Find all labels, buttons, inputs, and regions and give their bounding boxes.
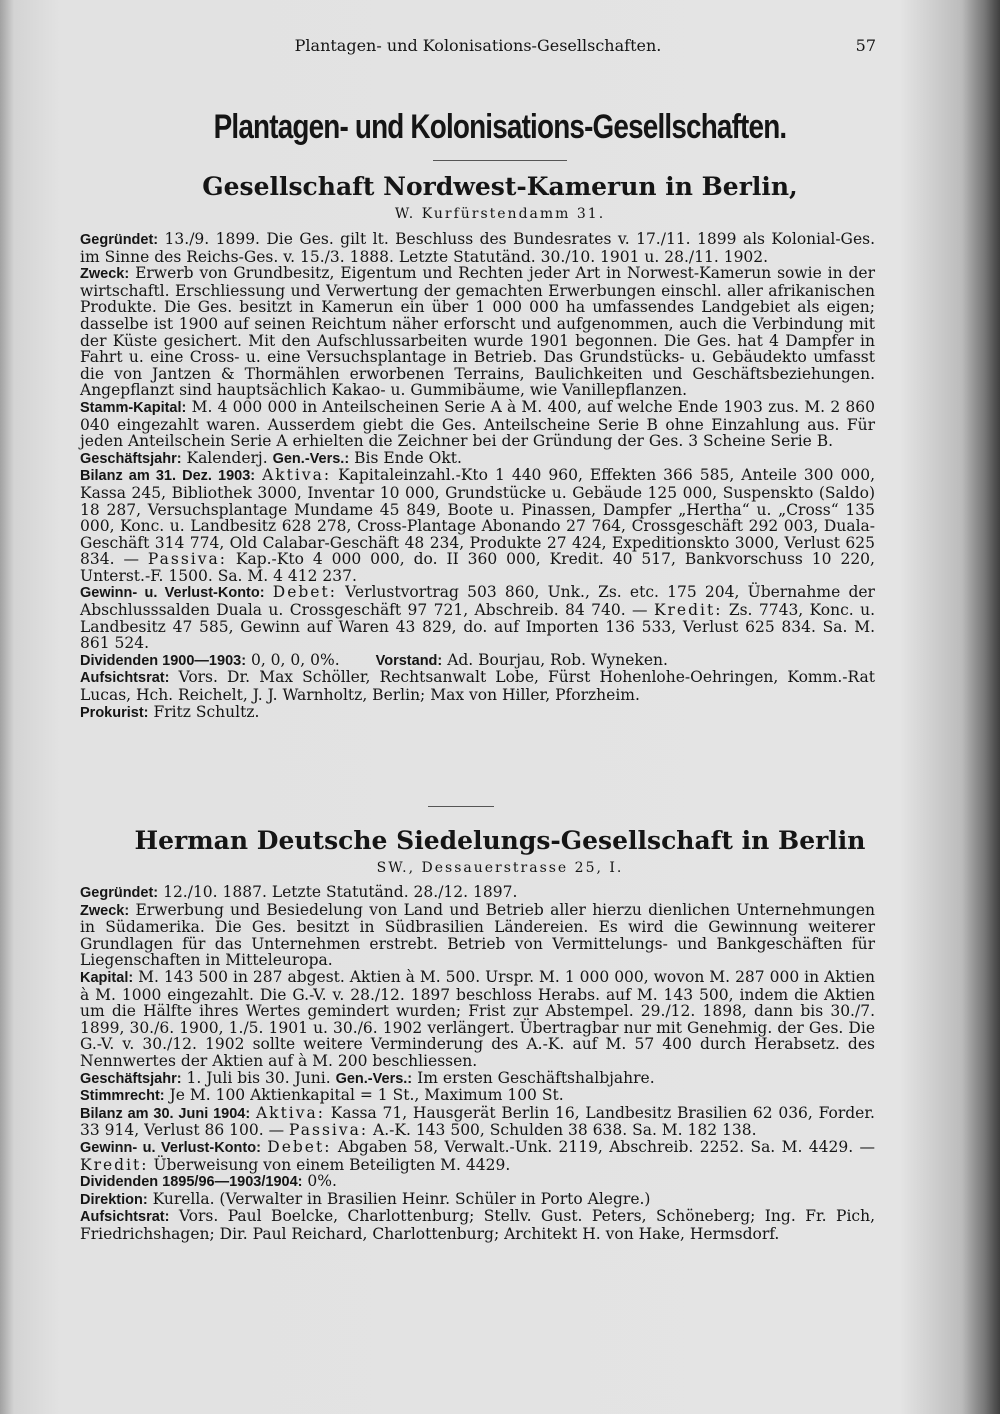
- c2-bilanz-aktiva: Kassa 71, Hausgerät Berlin 16, Landbesitz Brasilien 62 036, Forder. 33 914, Verlust 86 100. —: [80, 1103, 875, 1140]
- c2-dir-text: Kurella. (Verwalter in Brasilien Heinr. Schüler in Porto Alegre.): [152, 1189, 651, 1208]
- c2-zweck-text: Erwerbung und Besiedelung von Land und Betrieb aller hierzu dienlichen Unternehmungen in Südamerika. Die Ges. besitzt in Südbrasilien Ländereien. Es wird die Gewinnung weiterer Grundlagen für das Unternehmen erstrebt. Betrieb von Vermittelungs- und Bankgeschäften für Liegenschaften in Mitteleuropa.: [80, 900, 875, 970]
- c1-bilanz: [80, 467, 875, 584]
- c2-gv-text: Im ersten Geschäftshalbjahre.: [417, 1068, 655, 1087]
- c2-gegruendet-label: Gegründet:: [80, 885, 159, 901]
- c1-ar-label: Aufsichtsrat:: [80, 670, 170, 687]
- section-rule: [428, 806, 494, 807]
- c1-gv-label: Gen.-Vers.:: [272, 450, 350, 467]
- c1-vorstand-label: Vorstand:: [375, 652, 443, 669]
- c1-div-text: 0, 0, 0, 0%.: [250, 650, 340, 669]
- c1-prokurist: [80, 704, 875, 722]
- c2-bilanz-passiva: A.-K. 143 500, Schulden 38 638. Sa. M. 182 138.: [373, 1121, 757, 1140]
- c2-direktion: [80, 1191, 875, 1209]
- c1-gegruendet: [80, 231, 875, 265]
- c1-bilanz-passiva: Kap.-Kto 4 000 000, do. II 360 000, Kredit. 40 517, Bankvorschuss 10 220, Unterst.-F. 1500. Sa. M. 4 412 237.: [80, 550, 875, 585]
- c2-gegruendet: [80, 884, 875, 902]
- c2-kapital-text: M. 143 500 in 287 abgest. Aktien à M. 500. Urspr. M. 1 000 000, wovon M. 287 000 in Aktien à M. 1000 eingezahlt. Die G.-V. v. 28./12. 1897 beschloss Herabs. auf M. 143 500, indem die Aktien um die Hälfte ihres Wertes gemindert wurden; Frist zur Abstempel. 29./12. 1898, dann bis 30./7. 1899, 30./6. 1900, 1./5. 1901 u. 30./6. 1902 verlängert. Übertragbar nur mit Genehmig. der Ges. Die G.-V. v. 30./12. 1902 sollte weitere Verminderung des A.-K. auf M. 57 400 durch Herabsetz. des Nennwertes der Aktien auf à M. 200 beschliessen.: [80, 967, 875, 1070]
- c2-kapital-label: Kapital:: [80, 969, 134, 986]
- c2-gj-label: Geschäftsjahr:: [80, 1070, 182, 1087]
- running-title: Plantagen- und Kolonisations-Gesellschaften.: [294, 36, 662, 55]
- c2-bilanz: [80, 1105, 875, 1139]
- c2-ar-label: Aufsichtsrat:: [80, 1209, 170, 1226]
- c2-zweck-label: Zweck:: [80, 902, 130, 919]
- c2-kredit-label: Kredit:: [80, 1155, 149, 1174]
- c1-kapital-label: Stamm-Kapital:: [80, 399, 187, 416]
- c2-aufsichtsrat: [80, 1208, 875, 1242]
- title-rule: [433, 160, 567, 161]
- c2-ar-text: Vors. Paul Boelcke, Charlottenburg; Stellv. Gust. Peters, Schöneberg; Ing. Fr. Pich, Friedrichshagen; Dir. Paul Reichard, Charlottenburg; Architekt H. von Hake, Hermsdorf.: [80, 1207, 875, 1243]
- c1-guv: [80, 584, 875, 651]
- c2-stimm-text: Je M. 100 Aktienkapital = 1 St., Maximum 100 St.: [169, 1086, 564, 1105]
- c1-vorstand-text: Ad. Bourjau, Rob. Wyneken.: [447, 650, 668, 669]
- c1-aktiva-label: Aktiva:: [262, 466, 332, 485]
- c1-ar-text: Vors. Dr. Max Schöller, Rechtsanwalt Lobe, Fürst Hohenlohe-Oehringen, Komm.-Rat Lucas, Hch. Reichelt, J. J. Warnholtz, Berlin; Max von Hiller, Pforzheim.: [80, 668, 875, 705]
- c1-guv-label: Gewinn- u. Verlust-Konto:: [80, 585, 265, 602]
- c2-guv-kredit: Überweisung von einem Beteiligten M. 4429.: [153, 1155, 511, 1174]
- c2-dividenden: [80, 1173, 875, 1191]
- company2-address: SW., Dessauerstrasse 25, I.: [376, 860, 624, 876]
- c1-zweck: [80, 265, 875, 399]
- c2-guv-debet: Abgaben 58, Verwalt.-Unk. 2119, Abschreib. 2252. Sa. M. 4429. —: [337, 1137, 875, 1156]
- company1-name: Gesellschaft Nordwest-Kamerun in Berlin,: [202, 172, 798, 201]
- c1-kredit-label: Kredit:: [653, 601, 723, 620]
- c2-kapital: [80, 969, 875, 1070]
- c1-dividenden: [80, 652, 875, 670]
- c1-gegruendet-text: 13./9. 1899. Die Ges. gilt lt. Beschluss des Bundesrates v. 17./11. 1899 als Kolonial-Ges. im Sinne des Reichs-Ges. v. 15./3. 1888. Letzte Statutänd. 30./10. 1901 u. 28./11. 1902.: [80, 230, 875, 266]
- company2-entry: [80, 884, 875, 1242]
- main-title: Plantagen- und Kolonisations-Gesellschaften.: [213, 108, 787, 146]
- c1-gegruendet-label: Gegründet:: [80, 232, 159, 248]
- c2-gv-label: Gen.-Vers.:: [335, 1070, 413, 1087]
- c2-bilanz-label: Bilanz am 30. Juni 1904:: [80, 1105, 251, 1122]
- c2-div-label: Dividenden 1895/96—1903/1904:: [80, 1174, 303, 1191]
- c1-prok-text: Fritz Schultz.: [153, 702, 260, 721]
- company2-name: Herman Deutsche Siedelungs-Gesellschaft in Berlin: [134, 826, 866, 855]
- c2-dir-label: Direktion:: [80, 1191, 148, 1208]
- c2-passiva-label: Passiva:: [289, 1121, 369, 1140]
- c2-debet-label: Debet:: [267, 1137, 332, 1156]
- company1-address: W. Kurfürstendamm 31.: [394, 206, 606, 222]
- c2-zweck: [80, 902, 875, 969]
- c1-aufsichtsrat: [80, 669, 875, 703]
- c2-stimm-label: Stimmrecht:: [80, 1088, 165, 1105]
- c1-guv-debet: Verlustvortrag 503 860, Unk., Zs. etc. 175 204, Übernahme der Abschlusssalden Duala u. Crossgeschäft 97 721, Abschreib. 84 740. —: [80, 583, 875, 620]
- c2-guv: [80, 1139, 875, 1173]
- c1-kapital: [80, 399, 875, 450]
- c1-gj-text: Kalenderj.: [186, 448, 268, 467]
- c1-gj-label: Geschäftsjahr:: [80, 450, 182, 467]
- c1-bilanz-label: Bilanz am 31. Dez. 1903:: [80, 468, 256, 485]
- c2-geschaeftsjahr: [80, 1070, 875, 1088]
- c2-gegruendet-text: 12./10. 1887. Letzte Statutänd. 28./12. 1897.: [163, 883, 518, 901]
- c1-kapital-text: M. 4 000 000 in Anteilscheinen Serie A à M. 400, auf welche Ende 1903 zus. M. 2 860 040 eingezahlt waren. Ausserdem giebt die Ges. Anteilscheine Serie B ohne Einzahlung aus. Für jeden Anteilschein Serie A erhielten die Zeichner bei der Gründung der Ges. 3 Scheine Serie B.: [80, 397, 875, 451]
- c2-div-text: 0%.: [307, 1172, 337, 1191]
- c1-guv-kredit: Zs. 7743, Konc. u. Landbesitz 47 585, Gewinn auf Waren 43 829, do. auf Importen 136 533, Verlust 625 834. Sa. M. 861 524.: [80, 601, 875, 653]
- c1-zweck-text: Erwerb von Grundbesitz, Eigentum und Rechten jeder Art in Norwest-Kamerun sowie in der wirtschaftl. Erschliessung und Verwertung der gemachten Erwerbungen einschl. aller afrikanischen Produkte. Die Ges. besitzt in Kamerun ein über 1 000 000 ha umfassendes Landgebiet als eigen; dasselbe ist 1900 auf seinen Reichtum näher erforscht und aufgenommen, auch die Verbindung mit der Küste gesichert. Mit den Aufschlussarbeiten wurde 1901 begonnen. Die Ges. hat 4 Dampfer in Fahrt u. eine Cross- u. eine Versuchsplantage in Betrieb. Das Grundstücks- u. Gebäudekto umfasst die von Jantzen & Thormählen erworbenen Terrains, Baulichkeiten und Geschäftsbeziehungen. Angepflanzt sind hauptsächlich Kakao- u. Gummibäume, wie Vanillepflanzen.: [80, 264, 875, 400]
- c2-stimmrecht: [80, 1087, 875, 1105]
- c1-prok-label: Prokurist:: [80, 704, 149, 721]
- c2-aktiva-label: Aktiva:: [255, 1103, 325, 1122]
- c1-bilanz-aktiva: Kapitaleinzahl.-Kto 1 440 960, Effekten 366 585, Anteile 300 000, Kassa 245, Bibliothek 3000, Inventar 10 000, Grundstücke u. Gebäude 125 000, Suspenskto (Saldo) 18 287, Versuchsplantage Mundame 45 849, Boote u. Pinassen, Dampfer „Hertha“ u. „Cross“ 135 000, Konc. u. Landbesitz 628 278, Cross-Plantage Abonando 27 764, Crossgeschäft 292 003, Duala-Geschäft 314 774, Old Calabar-Geschäft 48 234, Produkte 27 424, Expeditionskto 3000, Verlust 625 834. —: [80, 466, 876, 569]
- c2-gj-text: 1. Juli bis 30. Juni.: [186, 1068, 331, 1087]
- c1-gv-text: Bis Ende Okt.: [354, 448, 462, 467]
- c1-debet-label: Debet:: [272, 583, 337, 602]
- c1-div-label: Dividenden 1900—1903:: [80, 652, 247, 669]
- c1-passiva-label: Passiva:: [147, 550, 227, 569]
- c2-guv-label: Gewinn- u. Verlust-Konto:: [80, 1139, 261, 1156]
- c1-zweck-label: Zweck:: [80, 266, 130, 283]
- running-header: [80, 36, 876, 60]
- page-number: 57: [855, 36, 876, 55]
- c1-geschaeftsjahr: [80, 450, 875, 468]
- company1-entry: [80, 231, 875, 721]
